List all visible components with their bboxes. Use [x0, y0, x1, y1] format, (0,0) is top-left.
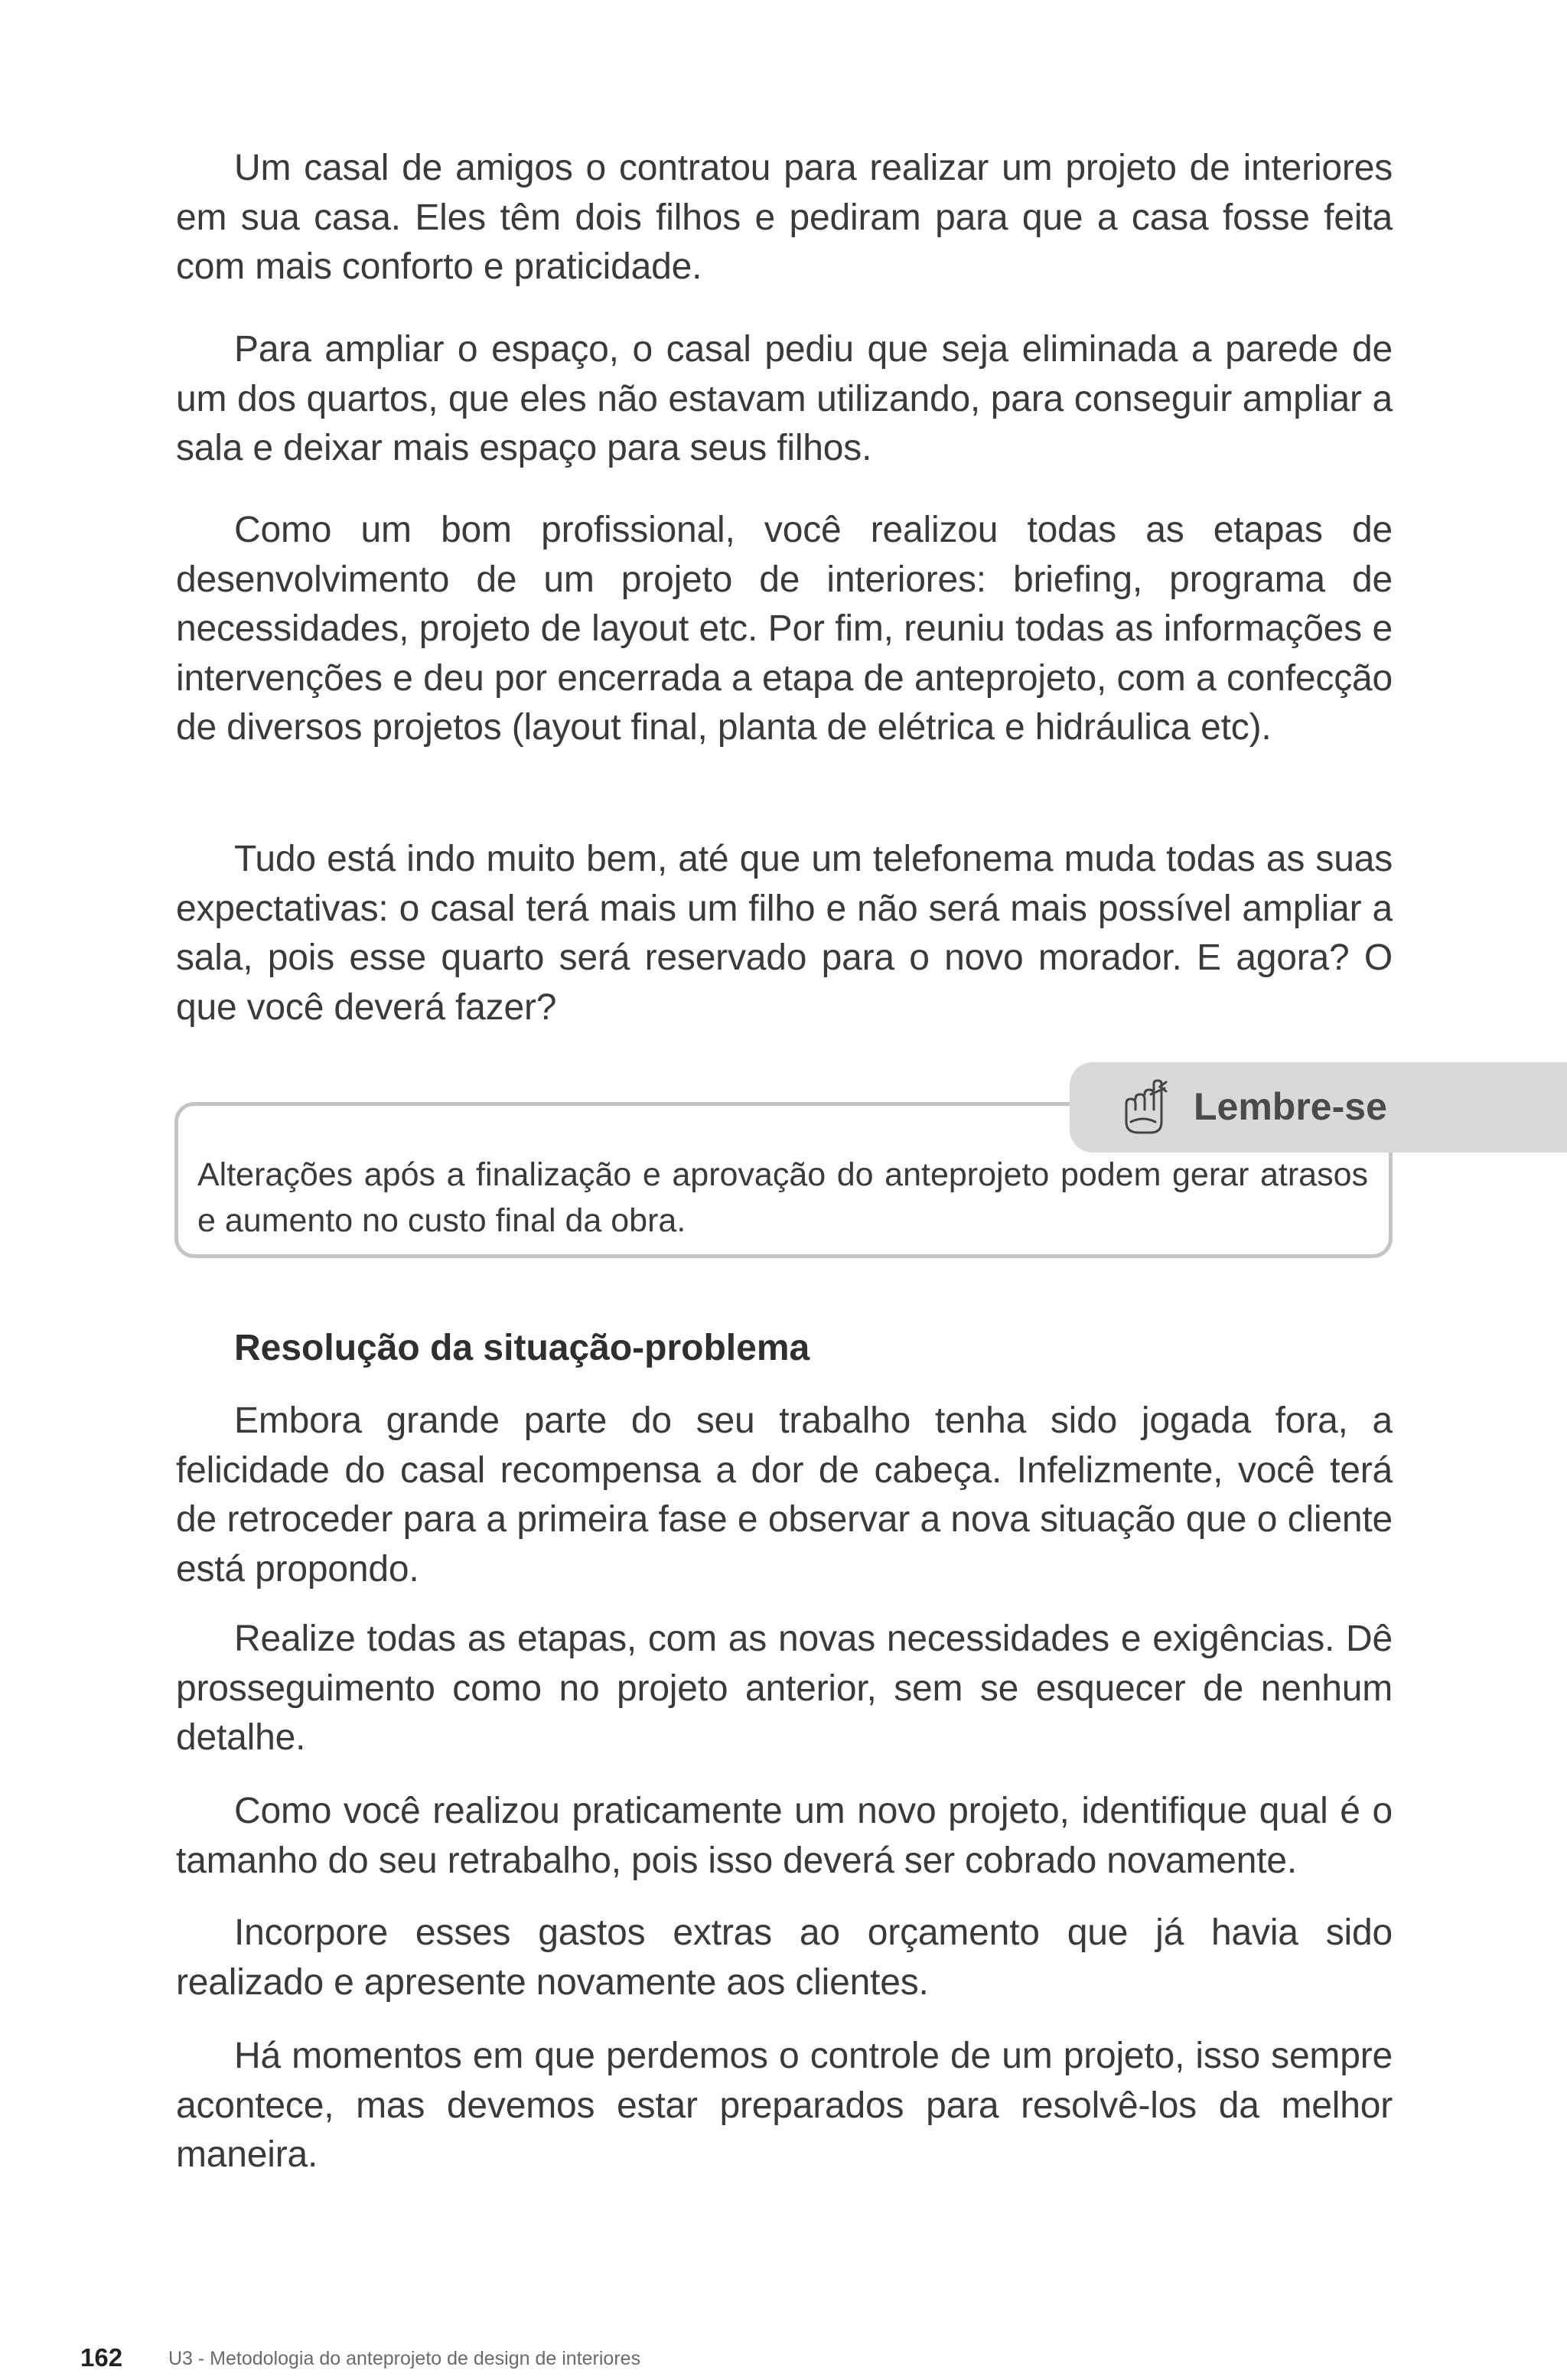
body-paragraph: Incorpore esses gastos extras ao orçamento que já havia sido realizado e apresente novamente aos clientes. — [176, 1912, 1393, 2003]
body-paragraph: Embora grande parte do seu trabalho tenha sido jogada fora, a felicidade do casal recompensa a dor de cabeça. Infelizmente, você terá de retroceder para a primeira fase e observar a nova situação que o cliente está propondo. — [176, 1400, 1393, 1589]
body-paragraph: Um casal de amigos o contratou para realizar um projeto de interiores em sua casa. Eles têm dois filhos e pediram para que a casa fosse feita com mais conforto e praticidade. — [176, 148, 1393, 287]
body-paragraph: Para ampliar o espaço, o casal pediu que seja eliminada a parede de um dos quartos, que eles não estavam utilizando, para conseguir ampliar a sala e deixar mais espaço para seus filhos. — [176, 329, 1393, 468]
body-paragraph: Tudo está indo muito bem, até que um telefonema muda todas as suas expectativas: o casal terá mais um filho e não será mais possível ampliar a sala, pois esse quarto será reservado para o novo morador. E agora? O que você deverá fazer? — [176, 839, 1393, 1028]
page-number: 162 — [80, 2343, 123, 2372]
lembre-tab — [1070, 1062, 1567, 1153]
footer-chapter: U3 - Metodologia do anteprojeto de design de interiores — [168, 2348, 641, 2369]
lembre-label: Lembre-se — [1194, 1085, 1387, 1128]
body-paragraph: Como um bom profissional, você realizou todas as etapas de desenvolvimento de um projeto de interiores: briefing, programa de necessidades, projeto de layout etc. Por fim, reuniu todas as informações e intervenções e deu por encerrada a etapa de anteprojeto, com a confecção de diversos projetos (layout final, planta de elétrica e hidráulica etc). — [176, 510, 1393, 748]
section-heading: Resolução da situação-problema — [234, 1328, 810, 1368]
hand-finger-ribbon-icon — [1120, 1079, 1168, 1136]
body-paragraph: Como você realizou praticamente um novo projeto, identifique qual é o tamanho do seu retrabalho, pois isso deverá ser cobrado novamente. — [176, 1791, 1393, 1881]
body-paragraph: Realize todas as etapas, com as novas necessidades e exigências. Dê prosseguimento como no projeto anterior, sem se esquecer de nenhum detalhe. — [176, 1619, 1393, 1758]
body-paragraph: Há momentos em que perdemos o controle de um projeto, isso sempre acontece, mas devemos estar preparados para resolvê-los da melhor maneira. — [176, 2036, 1393, 2175]
lembre-text: Alterações após a finalização e aprovação do anteprojeto podem gerar atrasos e aumento no custo final da obra. — [197, 1156, 1368, 1239]
